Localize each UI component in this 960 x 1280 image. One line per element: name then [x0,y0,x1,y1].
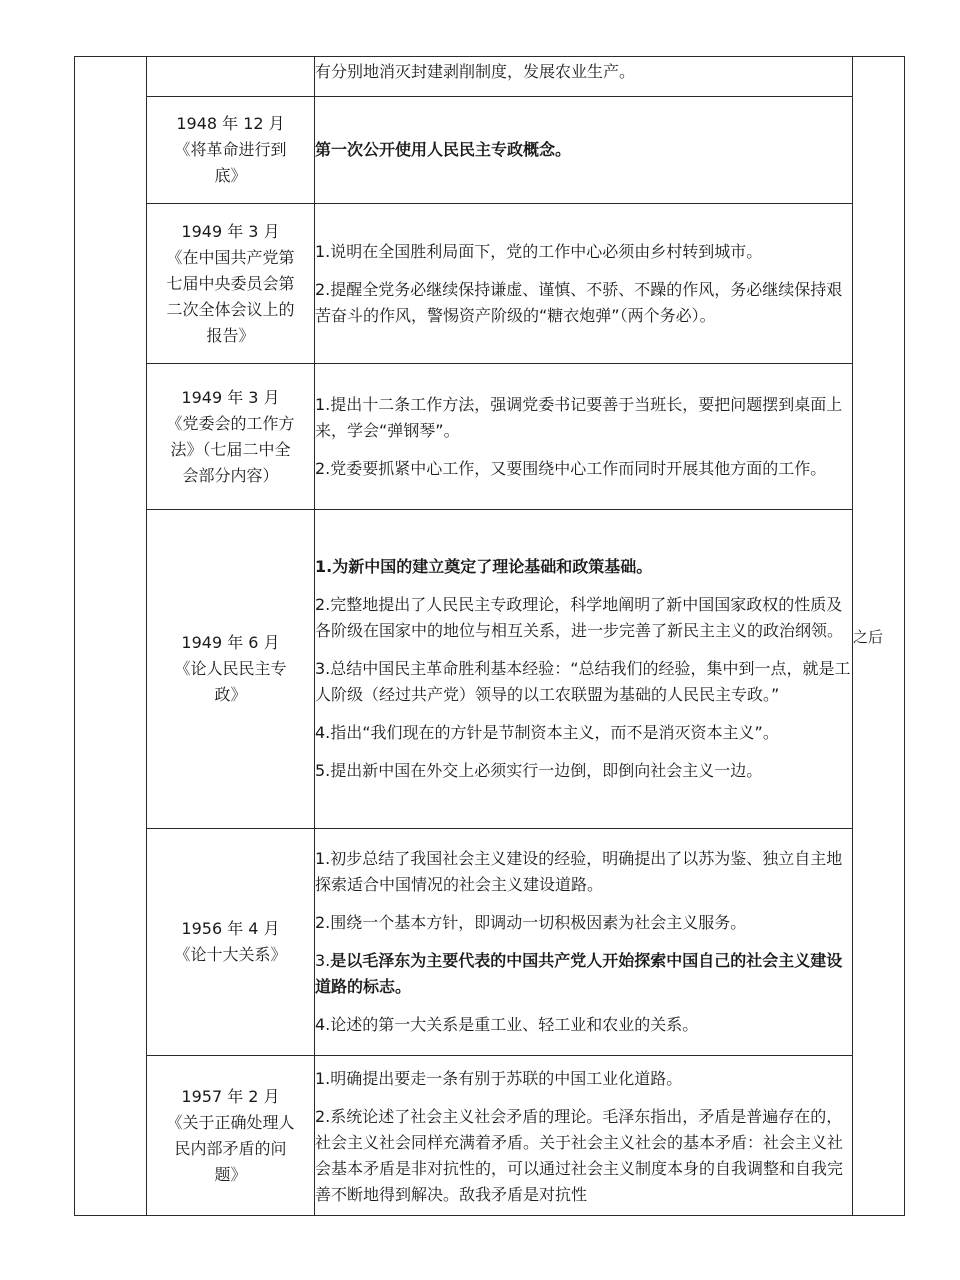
title-line: 民内部矛盾的问 [174,1139,287,1158]
date-cell [147,829,315,1056]
point-number: 3. [315,951,331,970]
title-line: 底》 [214,166,247,185]
point-text: 2.党委要抓紧中心工作，又要围绕中心工作而同时开展其他方面的工作。 [315,458,827,478]
point-text: 2.完整地提出了人民民主专政理论，科学地阐明了新中国国家政权的性质及各阶级在国家中的地位与相互关系，进一步完善了新民主主义的政治纲领。 [315,595,844,640]
table-row [75,510,905,829]
point-text: 4.指出“我们现在的方针是节制资本主义，而不是消灭资本主义”。 [315,723,779,742]
title-line: 《关于正确处理人 [166,1113,295,1132]
date-cell [147,364,315,510]
note-text: 之后 [853,627,884,646]
history-table [74,56,905,1216]
point-emphasis: 是以毛泽东为主要代表的中国共产党人开始探索中国自己的社会主义建设道路的标志。 [315,951,843,996]
point-text: 有分别地消灭封建剥削制度，发展农业生产。 [315,62,636,81]
title-line: 题》 [214,1165,247,1184]
date-cell [147,1056,315,1216]
table-row [75,97,905,204]
date-cell [147,204,315,364]
date-cell [147,510,315,829]
date-text: 1956 年 4 月 [181,919,280,938]
content-cell [315,204,853,364]
title-line: 《党委会的工作方 [166,413,295,433]
point-text: 1.为新中国的建立奠定了理论基础和政策基础。 [315,557,653,576]
point-text: 2.提醒全党务必继续保持谦虚、谨慎、不骄、不躁的作风，务必继续保持艰苦奋斗的作风，警惕资产阶级的“糖衣炮弹”（两个务必）。 [315,279,843,325]
title-line: 七届中央委员会第 [166,273,295,293]
content-cell [315,57,853,97]
date-cell [147,97,315,204]
point-text: 1.初步总结了我国社会主义建设的经验，明确提出了以苏为鉴、独立自主地探索适合中国情况的社会主义建设道路。 [315,849,843,894]
point-text: 1.说明在全国胜利局面下，党的工作中心必须由乡村转到城市。 [315,241,763,261]
title-line: 《论十大关系》 [174,945,287,964]
point-text [315,948,852,1000]
title-line: 《将革命进行到 [174,140,287,159]
date-text: 1949 年 3 月 [181,221,280,241]
point-text: 4.论述的第一大关系是重工业、轻工业和农业的关系。 [315,1015,699,1034]
content-cell [315,1056,853,1216]
table-row [75,57,905,97]
title-line: 报告》 [206,325,255,345]
title-line: 《在中国共产党第 [166,247,295,267]
point-text: 第一次公开使用人民民主专政概念。 [315,140,572,159]
content-cell [315,364,853,510]
title-line: 《论人民民主专 [174,659,287,678]
date-text: 1957 年 2 月 [181,1087,280,1106]
title-line: 法》（七届二中全 [170,439,291,459]
date-text: 1948 年 12 月 [176,114,285,133]
point-text: 1.提出十二条工作方法，强调党委书记要善于当班长，要把问题摆到桌面上来，学会“弹钢琴”。 [315,394,843,440]
table-row [75,204,905,364]
point-text: 5.提出新中国在外交上必须实行一边倒，即倒向社会主义一边。 [315,761,763,780]
point-text: 1.明确提出要走一条有别于苏联的中国工业化道路。 [315,1069,683,1088]
left-margin-cell [75,57,147,1216]
date-text: 1949 年 6 月 [181,633,280,652]
content-cell [315,829,853,1056]
table-row [75,364,905,510]
title-line: 政》 [214,685,247,704]
point-text: 2.围绕一个基本方针，即调动一切积极因素为社会主义服务。 [315,913,747,932]
point-text: 3.总结中国民主革命胜利基本经验：“总结我们的经验，集中到一点，就是工人阶级（经过共产党）领导的以工农联盟为基础的人民民主专政。” [315,659,851,704]
table-row [75,829,905,1056]
date-text: 1949 年 3 月 [181,387,280,407]
title-line: 会部分内容） [182,465,279,485]
content-cell [315,510,853,829]
table-row [75,1056,905,1216]
date-cell [147,57,315,97]
content-cell [315,97,853,204]
title-line: 二次全体会议上的 [166,299,295,319]
note-cell [853,57,905,1216]
point-text: 2.系统论述了社会主义社会矛盾的理论。毛泽东指出，矛盾是普遍存在的，社会主义社会同样充满着矛盾。关于社会主义社会的基本矛盾：社会主义社会基本矛盾是非对抗性的，可以通过社会主义制度本身的自我调整和自我完善不断地得到解决。敌我矛盾是对抗性 [315,1107,844,1204]
